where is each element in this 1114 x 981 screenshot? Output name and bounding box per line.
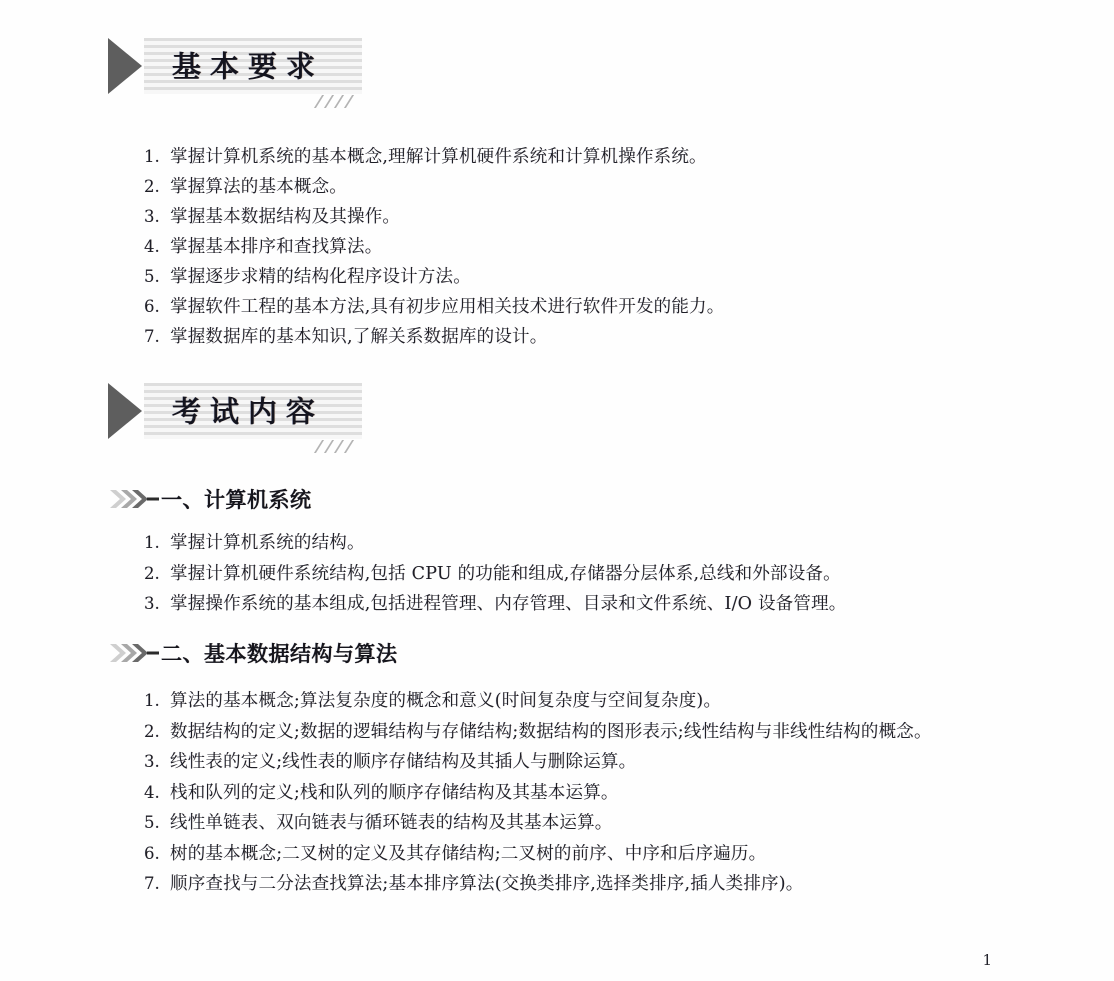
section-banner-exam-content (108, 383, 362, 439)
list-item (144, 232, 724, 262)
list-item-text: 掌握基本数据结构及其操作。 (170, 207, 401, 227)
list-item-number: 3. (144, 594, 160, 613)
list-item-number: 2. (144, 563, 160, 583)
list-data-structures (144, 686, 932, 900)
list-item-number: 2. (144, 721, 160, 741)
list-item-text: 掌握逐步求精的结构化程序设计方法。 (170, 267, 471, 287)
subsection-heading-data-structures (108, 638, 398, 668)
banner-arrow-icon (108, 383, 144, 439)
list-item-text: 掌握计算机系统的基本概念,理解计算机硬件系统和计算机操作系统。 (170, 147, 707, 167)
list-item-number: 7. (144, 874, 160, 893)
banner-stripes (144, 38, 362, 94)
list-item-text: 顺序查找与二分法查找算法;基本排序算法(交换类排序,选择类排序,插人类排序)。 (170, 874, 804, 894)
list-item-text: 掌握计算机硬件系统结构,包括 CPU 的功能和组成,存储器分层体系,总线和外部设备。 (170, 563, 841, 584)
banner-tick-marks-icon (312, 440, 368, 454)
section-banner-basic-requirements (108, 38, 362, 94)
list-item-text: 栈和队列的定义;栈和队列的顺序存储结构及其基本运算。 (170, 782, 619, 803)
list-item-number: 3. (144, 752, 160, 771)
list-item-text: 掌握计算机系统的结构。 (170, 533, 365, 553)
list-item (144, 717, 932, 748)
triple-chevron-icon (108, 486, 160, 512)
list-item-text: 算法的基本概念;算法复杂度的概念和意义(时间复杂度与空间复杂度)。 (170, 691, 722, 711)
list-item-text: 线性单链表、双向链表与循环链表的结构及其基本运算。 (170, 813, 613, 833)
page-number: 1 (982, 951, 992, 969)
list-item-text: 数据结构的定义;数据的逻辑结构与存储结构;数据结构的图形表示;线性结构与非线性结构的概念。 (170, 721, 932, 742)
list-item-number: 3. (144, 207, 160, 226)
list-item-number: 1. (144, 533, 160, 552)
list-item-number: 1. (144, 147, 160, 166)
list-item (144, 262, 724, 292)
list-item-number: 1. (144, 691, 160, 710)
list-item (144, 778, 932, 809)
list-item-text: 掌握算法的基本概念。 (170, 177, 347, 197)
banner-title: 考试内容 (172, 394, 325, 429)
triple-chevron-icon (108, 640, 160, 666)
list-item (144, 202, 724, 232)
list-item-text: 掌握软件工程的基本方法,具有初步应用相关技术进行软件开发的能力。 (170, 297, 725, 317)
list-item (144, 747, 932, 778)
list-item (144, 589, 846, 620)
banner-title: 基本要求 (172, 49, 325, 84)
list-item (144, 322, 724, 352)
list-item (144, 869, 932, 900)
list-item (144, 142, 724, 172)
banner-stripes (144, 383, 362, 439)
list-item-number: 7. (144, 327, 160, 346)
list-item-number: 4. (144, 782, 160, 802)
list-item-number: 2. (144, 177, 160, 196)
list-item (144, 839, 932, 870)
list-item (144, 528, 846, 559)
list-item (144, 808, 932, 839)
subsection-title: 二、基本数据结构与算法 (161, 642, 398, 666)
list-item-number: 6. (144, 297, 160, 316)
list-item-number: 5. (144, 813, 160, 832)
list-item-number: 6. (144, 843, 160, 863)
banner-tick-marks-icon (312, 95, 368, 109)
list-item (144, 292, 724, 322)
list-item-number: 4. (144, 237, 160, 256)
list-item-text: 掌握操作系统的基本组成,包括进程管理、内存管理、目录和文件系统、I/O 设备管理。 (170, 594, 847, 614)
list-item-text: 树的基本概念;二叉树的定义及其存储结构;二叉树的前序、中序和后序遍历。 (170, 843, 767, 864)
list-item (144, 686, 932, 717)
subsection-heading-computer-system (108, 484, 312, 514)
list-computer-system (144, 528, 846, 620)
banner-arrow-icon (108, 38, 144, 94)
subsection-title: 一、计算机系统 (161, 488, 312, 512)
list-item-text: 线性表的定义;线性表的顺序存储结构及其插人与删除运算。 (170, 752, 637, 772)
list-item (144, 172, 724, 202)
list-item-number: 5. (144, 267, 160, 286)
list-item (144, 559, 846, 590)
list-basic-requirements (144, 142, 724, 352)
list-item-text: 掌握数据库的基本知识,了解关系数据库的设计。 (170, 327, 548, 347)
list-item-text: 掌握基本排序和查找算法。 (170, 237, 383, 257)
